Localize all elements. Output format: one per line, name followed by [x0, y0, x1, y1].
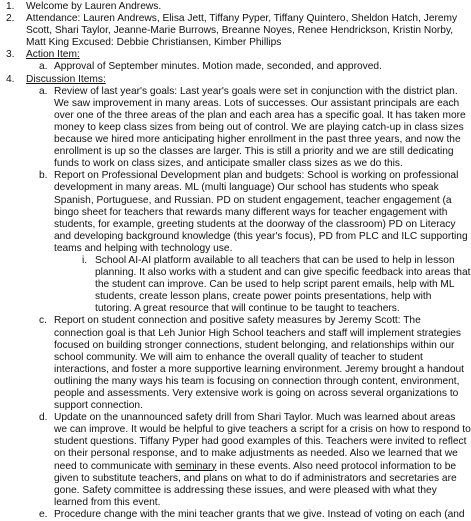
item-marker: a. [39, 85, 48, 97]
list-item [0, 412, 471, 509]
item-text-part: Update on the unannounced safety drill from Shari Taylor. Much was learned about areas we can improve. It would be helpful to give teachers a script for a crisis on how to respond to student questions. Tiffany Pyper had good examples of this. Teachers were invited to reflect on their personal response, and to make adjustments as needed. Also we learned that we need to communicate with [54, 412, 471, 472]
section-heading: Action Item: [26, 49, 80, 61]
item-marker: e. [39, 508, 48, 520]
item-text: Report on student connection and positive safety measures by Jeremy Scott: The connection goal is that Leh Junior High School teachers and staff will implement strategies focused on building stronger connections, student belonging, and relationships within our school community. We will aim to enhance the overall quality of teacher to student interactions, and foster a more supportive learning environment. Jeremy brought a handout outlining the many ways his team is focusing on connection through content, environment, people and assessments. Very extensive work is going on across several organizations to support connection. [54, 315, 464, 412]
seminary-word: seminary [175, 460, 217, 472]
item-marker: a. [39, 61, 48, 73]
item-marker: 1. [6, 1, 15, 12]
item-text: Welcome by Lauren Andrews. [26, 1, 162, 12]
section-heading: Discussion Items: [26, 73, 106, 85]
item-marker: 2. [6, 13, 15, 25]
item-marker: 3. [6, 49, 15, 61]
list-item [0, 61, 471, 73]
list-item [0, 509, 471, 521]
item-marker: d. [39, 412, 48, 424]
item-marker: b. [39, 170, 48, 182]
item-text: Report on Professional Development plan and budgets: School is working on professional development in many areas. ML (multi language) Our school has students who speak Spanish, Portuguese, and Russian. PD on student engagement, teacher engagement (a bingo sheet for teachers that rewards many different ways for teacher engagement with students, for example, greeting students at the doorway of the classroom) PD on Literacy and developing background knowledge (this year's focus), PD from PLC and ILC supporting teams and helping with technology use. [54, 170, 468, 254]
item-text: Procedure change with the mini teacher grants that we give. Instead of voting on each (and [54, 508, 465, 520]
item-text: School AI-AI platform available to all teachers that can be used to help in lesson planning. It also works with a student and can give specific feedback into areas that the student can improve. Can be used to help script parent emails, help with ML students, create lesson plans, create power points presentations, help with tutoring. A great resource that will continue to be taught to teachers. [95, 254, 471, 315]
list-item [0, 1, 471, 13]
list-item [0, 74, 471, 86]
list-item [0, 170, 471, 255]
item-text: Attendance: Lauren Andrews, Elisa Jett, Tiffany Pyper, Tiffany Quintero, Sheldon Hatch, Jeremy Scott, Shari Taylor, Jeanne-Marie Burrows, Breanne Noyes, Renee Hendrickson, Kristin Norby, Matt King Excused: Debbie Christiansen, Kimber Phillips [26, 13, 458, 49]
item-marker: c. [39, 315, 47, 327]
list-item [0, 315, 471, 412]
list-item [0, 13, 471, 49]
item-text: Review of last year's goals: Last year's goals were set in conjunction with the district plan. We saw improvement in many areas. Lots of successes. Our assistant principals are each over one of the three areas of the plan and each area has a specific goal. It has taken more money to keep class sizes from being out of control. We are playing catch-up in class sizes because we hired more anticipating higher enrollment in the past three years, and now the enrollment is up so the classes are larger. This is still a priority and we are still dedicating funds to work on class sizes, and anticipate smaller class sizes as we do this. [54, 85, 466, 170]
item-marker: i. [82, 254, 88, 266]
list-item [0, 255, 471, 315]
item-text [54, 412, 471, 509]
minutes-document [0, 1, 471, 521]
list-item [0, 86, 471, 171]
item-marker: 4. [6, 73, 15, 85]
item-text: Approval of September minutes. Motion made, seconded, and approved. [54, 61, 382, 73]
list-item [0, 49, 471, 61]
item-text-part: in these events. Also need protocol information to be given to substitute teachers, and plans on what to do if administrators and secretaries are gone. Safety committee is addressing these issues, and were pleased with what they learned from this event. [54, 460, 457, 508]
